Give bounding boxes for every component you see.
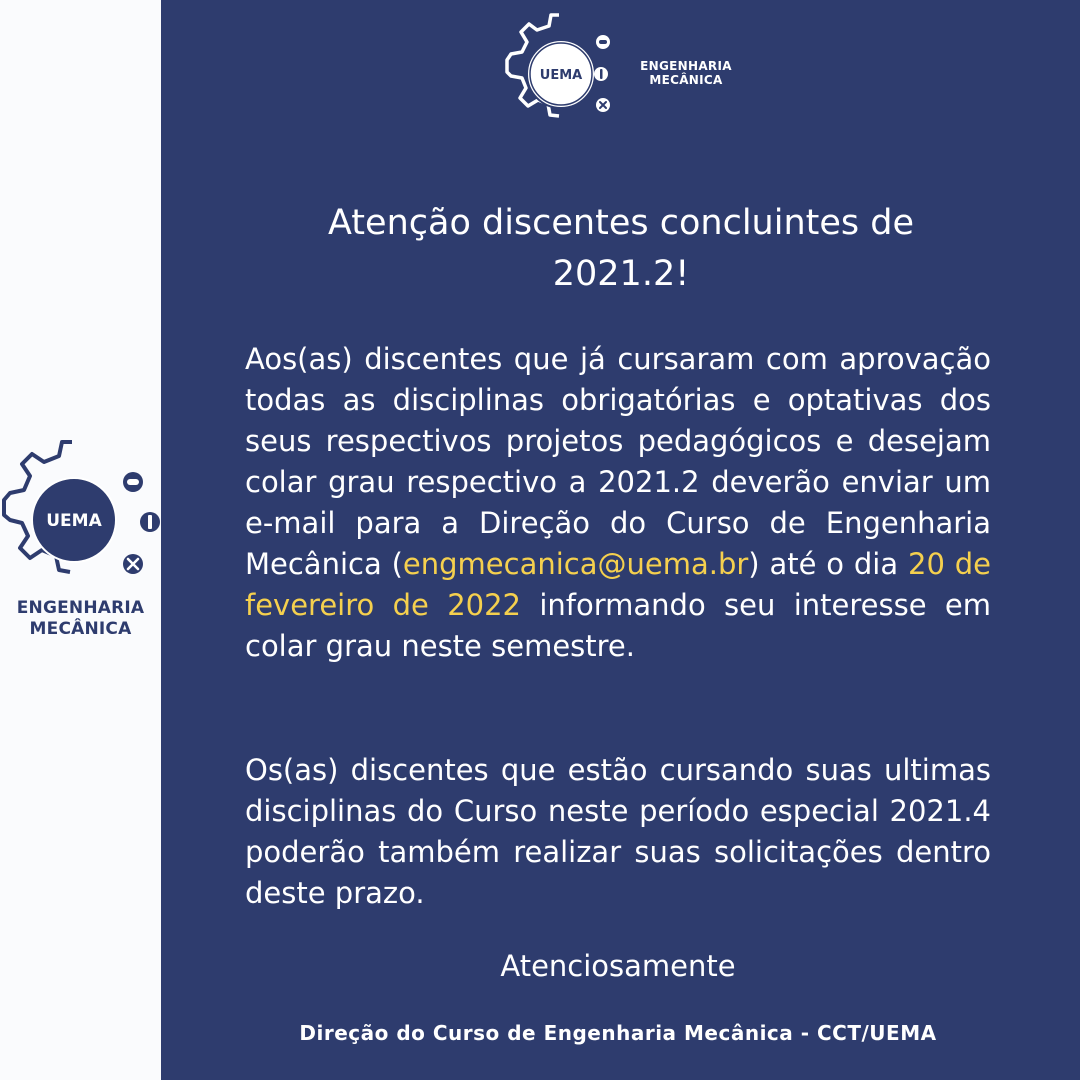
- announcement-panel: [161, 0, 1080, 1080]
- bolt-icon: [600, 69, 603, 79]
- header-logo: [501, 12, 741, 122]
- gear-icon: [0, 440, 161, 600]
- deadline-date: 20 de fevereiro de 2022: [245, 547, 992, 622]
- gear-icon: [501, 12, 631, 122]
- announcement-title: [271, 198, 971, 300]
- brand-line-1: ENGENHARIA: [640, 59, 732, 73]
- signature: Direção do Curso de Engenharia Mecânica - CCT/UEMA: [299, 1021, 937, 1045]
- bolt-icon: [148, 515, 152, 529]
- paragraph-2: [245, 750, 991, 914]
- brand-line-2: MECÂNICA: [29, 619, 132, 639]
- paragraph-1-text: ) até o dia: [748, 547, 908, 581]
- brand-line-2: MECÂNICA: [649, 73, 723, 87]
- brand-line-1: ENGENHARIA: [16, 598, 145, 618]
- header-brand: [631, 59, 741, 87]
- paragraph-2-text: Os(as) discentes que estão cursando suas ultimas disciplinas do Curso neste período especial 2021.4 poderão também realizar suas solicitações dentro deste prazo.: [245, 753, 991, 910]
- paragraph-1-text: Aos(as) discentes que já cursaram com aprovação todas as disciplinas obrigatórias e optativas dos seus respectivos projetos pedagógicos e desejam colar grau respectivo a 2021.2 deverão enviar um e-mail para a Direção do Curso de Engenharia Mecânica (: [245, 342, 991, 581]
- logo-badge: UEMA: [46, 511, 102, 531]
- logo-badge: UEMA: [539, 68, 583, 83]
- contact-email: engmecanica@uema.br: [402, 547, 749, 581]
- eye-icon: [599, 40, 607, 44]
- sidebar-brand: [0, 598, 161, 640]
- title-line-2: 2021.2!: [552, 254, 690, 294]
- paragraph-1-text: informando seu interesse em colar grau neste semestre.: [245, 588, 991, 663]
- sidebar: [0, 0, 161, 1080]
- sidebar-logo: [0, 440, 161, 640]
- closing-text: Atenciosamente: [500, 949, 736, 983]
- title-line-1: Atenção discentes concluintes de: [327, 203, 914, 243]
- paragraph-1: [245, 339, 991, 667]
- eye-icon: [127, 479, 139, 485]
